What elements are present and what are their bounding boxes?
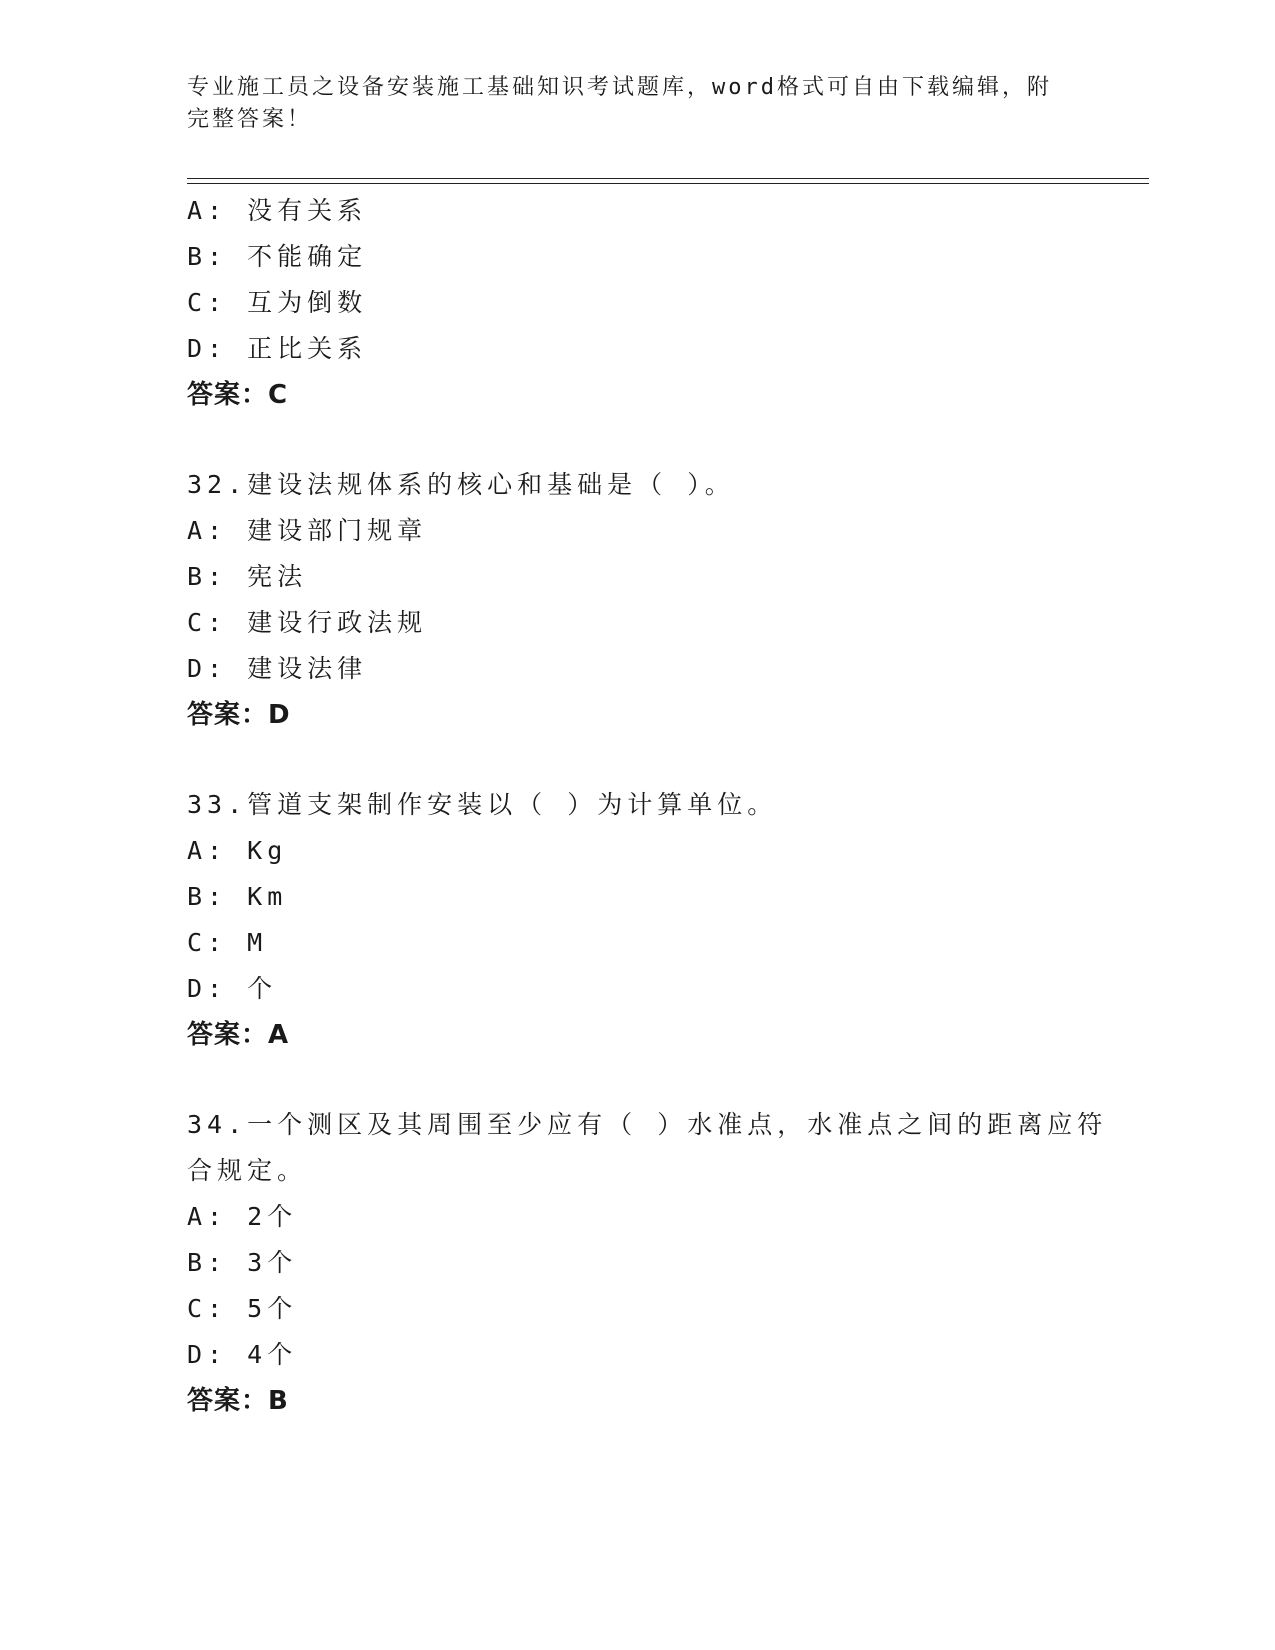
q32-option-d: D: 建设法律 <box>187 654 368 683</box>
q32-option-c: C: 建设行政法规 <box>187 608 428 637</box>
option-b: B: 不能确定 <box>187 242 368 271</box>
answer-line: 答案：C <box>187 380 289 410</box>
q34-option-b: B: 3个 <box>187 1248 298 1277</box>
q33-option-b: B: Km <box>187 882 288 911</box>
option-a: A: 没有关系 <box>187 196 368 225</box>
q33-option-c: C: M <box>187 928 268 957</box>
option-d: D: 正比关系 <box>187 334 368 363</box>
header-divider-bottom <box>187 183 1149 184</box>
option-c: C: 互为倒数 <box>187 288 368 317</box>
q34-option-a: A: 2个 <box>187 1202 298 1231</box>
q34-option-d: D: 4个 <box>187 1340 298 1369</box>
q34-answer: 答案：B <box>187 1386 289 1416</box>
document-header: 专业施工员之设备安装施工基础知识考试题库，word格式可自由下载编辑，附完整答案！ <box>187 75 1052 132</box>
header-divider-top <box>187 178 1149 179</box>
spacer <box>187 738 1087 782</box>
question-33: 33.管道支架制作安装以（ ）为计算单位。 <box>187 790 778 819</box>
q32-option-b: B: 宪法 <box>187 562 308 591</box>
spacer <box>187 418 1087 462</box>
question-34-line-1: 34.一个测区及其周围至少应有（ ）水准点，水准点之间的距离应符 <box>187 1110 1108 1139</box>
q33-option-a: A: Kg <box>187 836 288 865</box>
question-32: 32.建设法规体系的核心和基础是（ ）。 <box>187 470 735 499</box>
q33-answer: 答案：A <box>187 1020 290 1050</box>
question-34-line-2: 合规定。 <box>187 1156 308 1185</box>
spacer <box>187 1058 1087 1102</box>
q33-option-d: D: 个 <box>187 974 278 1003</box>
q34-option-c: C: 5个 <box>187 1294 298 1323</box>
q32-option-a: A: 建设部门规章 <box>187 516 428 545</box>
q32-answer: 答案：D <box>187 700 291 730</box>
document-content <box>187 188 1108 1424</box>
